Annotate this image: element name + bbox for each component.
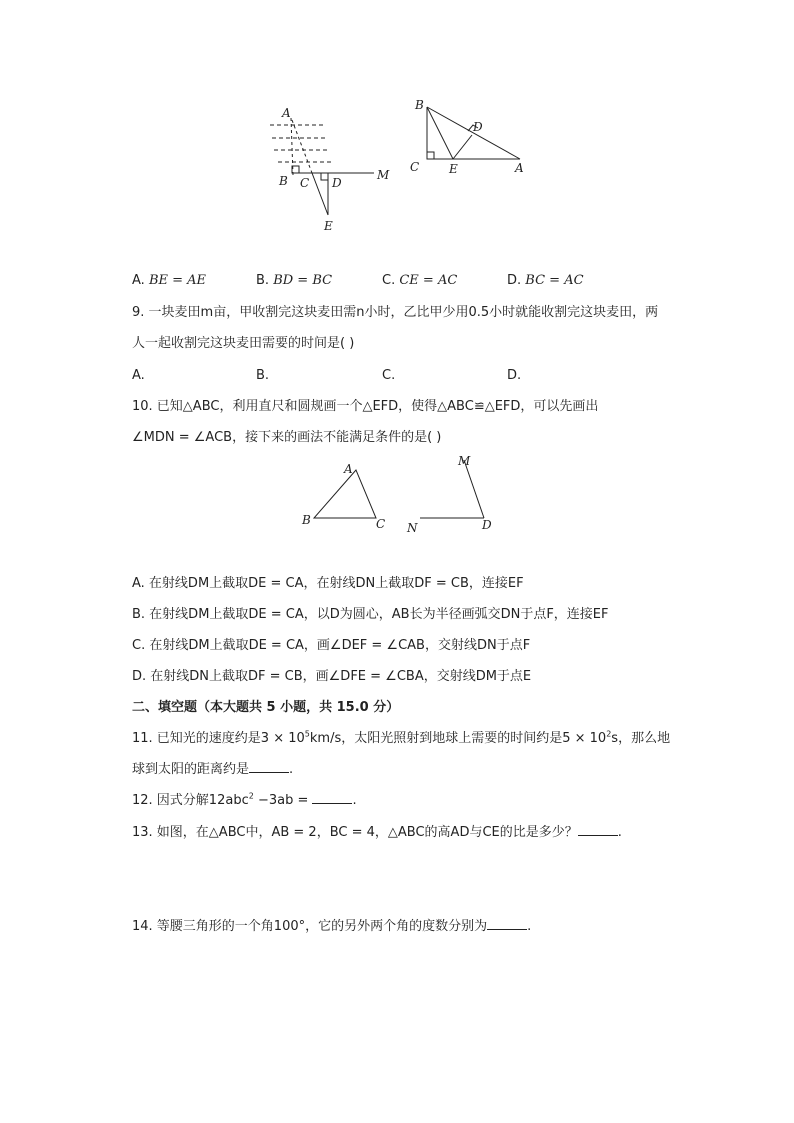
q10-stem-line2: ∠MDN = ∠ACB，接下来的画法不能满足条件的是( ) [132, 430, 442, 445]
label-A: A [344, 462, 353, 476]
q9-option-b: B. [256, 368, 270, 383]
q10-option-d: D. 在射线DN上截取DF = CB，画∠DFE = ∠CBA，交射线DM于点E [132, 669, 532, 684]
figure-q8-left [262, 100, 402, 235]
q9-stem-line2: 人一起收割完这块麦田需要的时间是( ) [132, 336, 355, 351]
label-D: D [473, 120, 483, 134]
label-M: M [377, 168, 390, 182]
q11-stem-line2: 球到太阳的距离约是 . [132, 762, 294, 777]
q9-option-d: D. [507, 368, 522, 383]
q8-option-b: B. BD = BC [256, 273, 333, 288]
label-C: C [300, 176, 310, 190]
label-N: N [407, 521, 418, 535]
label-B: B [302, 513, 311, 527]
q10-option-a: A. 在射线DM上截取DE = CA，在射线DN上截取DF = CB，连接EF [132, 576, 524, 591]
q9-option-c: C. [382, 368, 396, 383]
q10-stem-line1: 10. 已知△ABC，利用直尺和圆规画一个△EFD，使得△ABC≌△EFD，可以先画出 [132, 399, 599, 414]
section-heading: 二、填空题（本大题共 5 小题，共 15.0 分） [132, 700, 400, 715]
label-E: E [449, 162, 458, 176]
label-M: M [458, 454, 471, 468]
label-E: E [324, 219, 333, 233]
figure-q10 [298, 452, 503, 537]
q12-stem: 12. 因式分解12abc$^2$ −3ab = . [132, 791, 357, 808]
label-A: A [282, 106, 291, 120]
label-B: B [415, 98, 424, 112]
answer-blank[interactable] [249, 760, 289, 773]
q10-option-c: C. 在射线DM上截取DE = CA，画∠DEF = ∠CAB，交射线DN于点F [132, 638, 531, 653]
label-C: C [376, 517, 386, 531]
label-D: D [482, 518, 492, 532]
figure-q8-right [405, 95, 540, 180]
label-A: A [515, 161, 524, 175]
q9-stem-line1: 9. 一块麦田m亩，甲收割完这块麦田需n小时，乙比甲少用0.5小时就能收割完这块麦田，两 [132, 305, 659, 320]
q8-option-a: A. BE = AE [132, 273, 207, 288]
q14-stem: 14. 等腰三角形的一个角100°，它的另外两个角的度数分别为 . [132, 919, 532, 934]
q9-option-a: A. [132, 368, 145, 383]
answer-blank[interactable] [487, 917, 527, 930]
q8-option-c: C. CE = AC [382, 273, 458, 288]
label-C: C [410, 160, 420, 174]
answer-blank[interactable] [578, 823, 618, 836]
answer-blank[interactable] [312, 791, 352, 804]
q11-stem-line1: 11. 已知光的速度约是$3 \times 10^5km/s$，太阳光照射到地球上需要的时间约是$5 \times 10^2s$，那么地 [132, 729, 671, 746]
q8-option-d: D. BC = AC [507, 273, 584, 288]
q10-option-b: B. 在射线DM上截取DE = CA，以D为圆心，AB长为半径画弧交DN于点F，连接EF [132, 607, 609, 622]
label-B: B [279, 174, 288, 188]
label-D: D [332, 176, 342, 190]
q13-stem: 13. 如图，在△ABC中，AB = 2，BC = 4，△ABC的高AD与CE的比是多少？ . [132, 825, 622, 840]
